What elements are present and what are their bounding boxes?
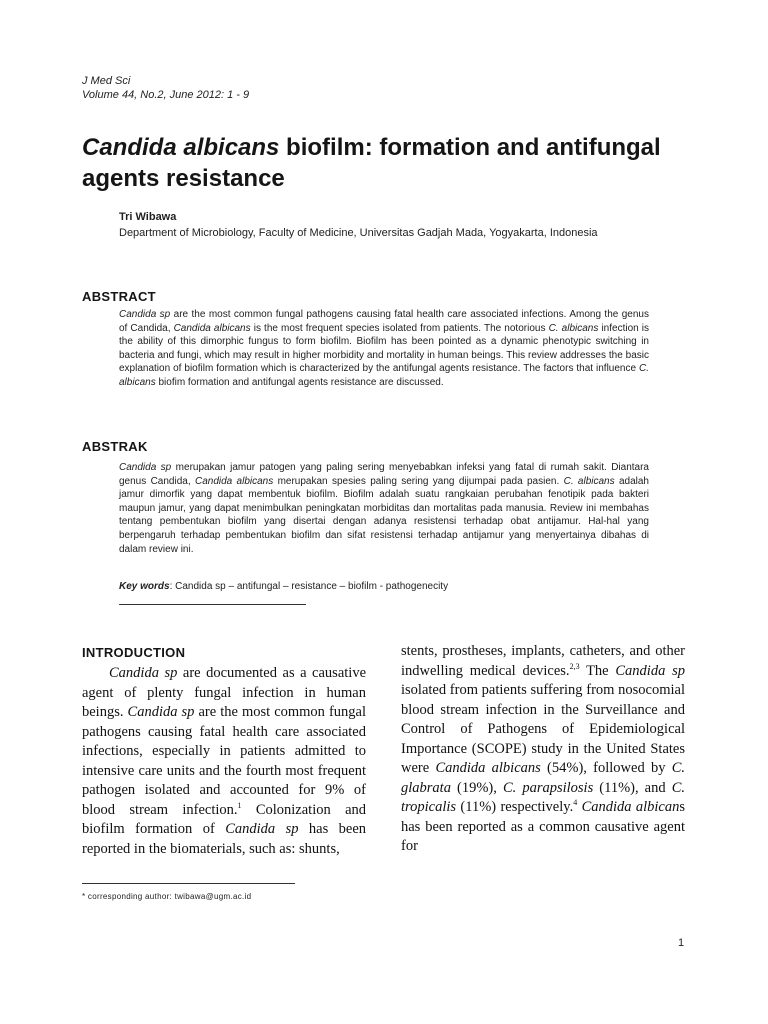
text-run: stents, prostheses, implants, catheters, and other indwelling medical devices.	[401, 643, 685, 679]
abstrak-body	[119, 461, 649, 556]
journal-header	[82, 74, 249, 102]
text-run: isolated from patients suffering from nosocomial blood stream infection in the Surveillance and Control of Pathogens of Epidemiological Importance (SCOPE) study in the United States were	[401, 682, 685, 776]
journal-name: J Med Sci	[82, 75, 131, 87]
italic-term: Candida albicans	[435, 760, 541, 776]
paper-title	[82, 132, 682, 194]
citation-ref: 2,3	[569, 661, 580, 671]
author-affiliation: Department of Microbiology, Faculty of Medicine, Universitas Gadjah Mada, Yogyakarta, Indonesia	[119, 227, 598, 239]
text-run: are the most common fungal pathogens causing fatal health care associated infections, especially in patients admitted to intensive care units and the fourth most frequent pathogen isolated and accounted for 9% of blood stream infection.	[82, 704, 367, 818]
keywords-label: Key words	[119, 581, 170, 592]
text-run: biofim formation and antifungal agents resistance are discussed.	[155, 376, 444, 388]
intro-right-paragraph	[401, 642, 685, 857]
italic-term: C. albicans	[563, 475, 615, 487]
title-species: Candida albicans	[82, 134, 280, 161]
author-name: Tri Wibawa	[119, 211, 177, 223]
text-run: merupakan jamur patogen yang paling sering menyebabkan infeksi yang fatal di rumah sakit. Diantara genus Candida,	[119, 462, 649, 487]
text-run: (11%) respectively.	[456, 799, 574, 815]
italic-term: C. albicans	[548, 322, 599, 334]
italic-term: Candida sp	[109, 665, 178, 681]
text-run: The	[579, 662, 616, 679]
italic-term: C. glabrata	[401, 760, 686, 796]
italic-term: Candida albican	[581, 799, 680, 815]
text-run: has been reported in the biomaterials, such as: shunts,	[82, 821, 367, 857]
text-run: (54%), followed by	[540, 760, 672, 776]
text-run: Colonization and biofilm formation of	[82, 801, 366, 837]
intro-left-column	[82, 664, 366, 859]
italic-term: Candida albicans	[173, 322, 251, 334]
citation-ref: 4	[573, 798, 578, 808]
page-number: 1	[678, 937, 685, 949]
italic-term: C. tropicalis	[401, 779, 685, 815]
text-run: infection is the ability of this dimorphic fungus to form biofilm. Biofilm has been pointed as a dynamic phenotypic switching in bacteria and fungi, which may result in higher morbidity and mortality in human beings. This review addresses the basic explanation of biofilm formation which is characterized by the antifungal agents resistance. The factors that influence	[119, 322, 650, 375]
author-block	[119, 209, 659, 241]
italic-term: C. albicans	[119, 363, 649, 388]
footnote-divider	[82, 883, 295, 884]
italic-term: Candida sp	[127, 704, 195, 720]
keywords-text: : Candida sp – antifungal – resistance – biofilm - pathogenecity	[169, 581, 449, 592]
citation-ref: 1	[237, 800, 242, 810]
text-run: are the most common fungal pathogens causing fatal health care associated infections. Among the genus of Candida,	[119, 309, 649, 334]
text-run: are documented as a causative agent of plenty fungal infection in human beings.	[82, 665, 367, 720]
text-run: (19%),	[450, 779, 503, 796]
keywords-divider	[119, 604, 306, 605]
italic-term: C. parapsilosis	[502, 779, 594, 796]
text-run: (11%), and	[593, 779, 672, 796]
italic-term: Candida sp	[225, 821, 299, 837]
abstrak-heading: ABSTRAK	[82, 439, 148, 454]
intro-right-column	[401, 642, 685, 857]
text-run: s has been reported as a common causative agent for	[401, 799, 686, 854]
abstract-body	[119, 308, 649, 390]
introduction-heading: INTRODUCTION	[82, 645, 186, 660]
abstract-heading: ABSTRACT	[82, 289, 156, 304]
intro-left-paragraph	[82, 664, 366, 859]
italic-term: Candida sp	[119, 309, 171, 320]
text-run: is the most frequent species isolated from patients. The notorious	[250, 322, 549, 334]
italic-term: Candida albicans	[194, 475, 274, 487]
journal-volume: Volume 44, No.2, June 2012: 1 - 9	[82, 89, 250, 101]
keywords	[119, 581, 448, 592]
italic-term: Candida sp	[119, 462, 172, 473]
text-run: adalah jamur dimorfik yang dapat membentuk biofilm. Biofilm adalah suatu rangkaian perubahan fenotipik pada bakteri maupun jamur, yang dapat menimbulkan peningkatan morbiditas dan mortalitas pada manusia. Review ini membahas tentang pembentukan biofilm yang disertai dengan adanya resistensi terhadap obat antijamur. Hal-hal yang berpengaruh terhadap pembentukan biofilm dan sifat resistensi terhadap antijamur yang menyertainya dibahas di dalam review ini.	[119, 475, 649, 555]
title-rest: biofilm: formation and antifungal agents resistance	[82, 134, 661, 192]
italic-term: Candida sp	[615, 662, 686, 679]
text-run: merupakan spesies paling sering yang dijumpai pada pasien.	[273, 475, 564, 487]
footnote: * corresponding author: twibawa@ugm.ac.id	[82, 892, 252, 901]
